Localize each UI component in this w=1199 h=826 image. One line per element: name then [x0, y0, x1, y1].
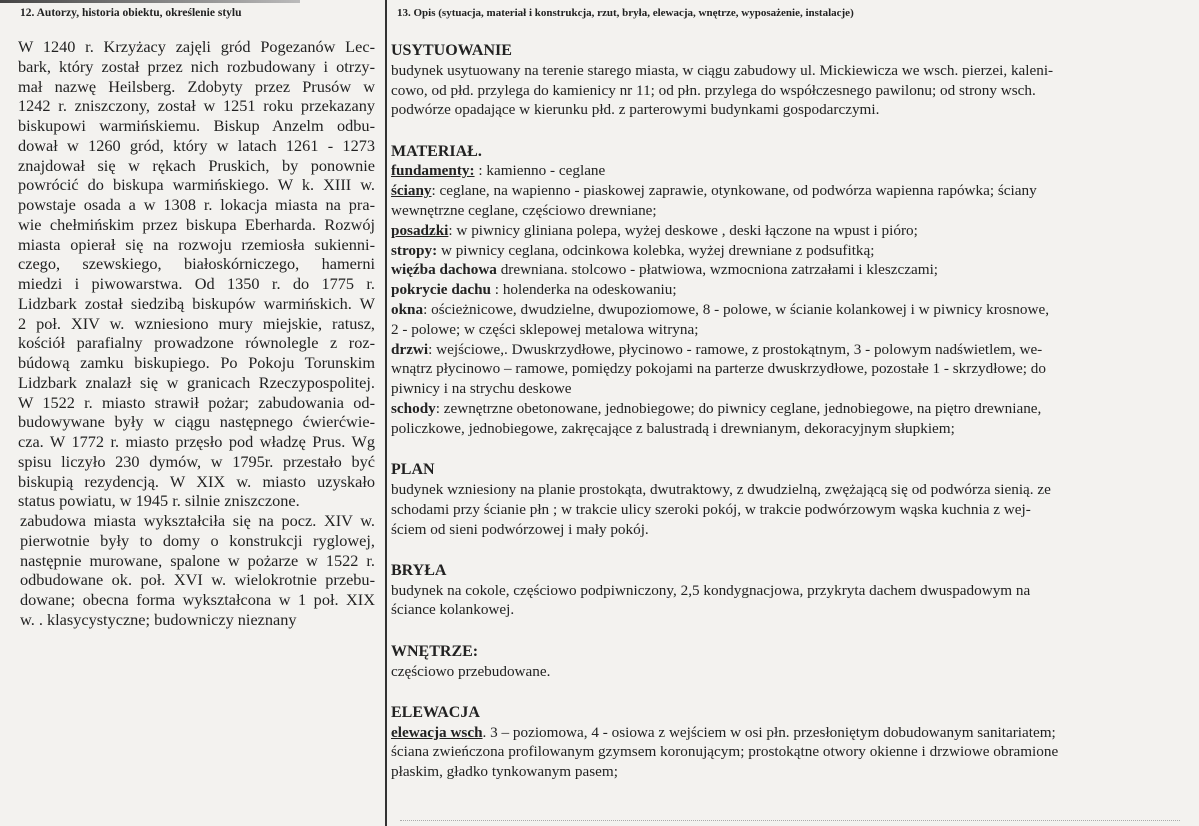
- scan-edge-shadow: [0, 0, 300, 3]
- description-line: [391, 260, 1181, 280]
- description-line: [391, 762, 1181, 782]
- history-text-line: odbudowane ok. poł. XVI w. wielokrotnie przebu-: [20, 570, 375, 590]
- field-value: : wejściowe,. Dwuskrzydłowe, płycinowo - ramowe, z prostokątnym, 3 - polowym nadświetlem, we-: [428, 340, 1043, 358]
- description-line: [391, 201, 1181, 221]
- description-line: [391, 662, 1181, 682]
- description-line: [391, 280, 1181, 300]
- field-value: : kamienno - ceglane: [474, 162, 606, 180]
- history-text-line: búdową zamku biskupiego. Po Pokoju Torunskim: [18, 353, 375, 372]
- field-value: . 3 – poziomowa, 4 - osiowa z wejściem w osi płn. przesłoniętym dobudowanym sanitariatem;: [482, 723, 1056, 741]
- section-heading: MATERIAŁ.: [391, 142, 482, 160]
- history-text-line: powstaje osada a w 1308 r. lokacja miasta na pra-: [18, 195, 375, 214]
- description-text-column: [391, 41, 1181, 782]
- description-line: [391, 742, 1181, 762]
- history-text-line: czego, szewskiego, białoskórniczego, hamerni: [18, 254, 375, 274]
- history-text-line: znajdował się w rękach Pruskich, by ponownie: [18, 155, 375, 175]
- section-gap: [391, 620, 1181, 642]
- section-heading: USYTUOWANIE: [391, 42, 512, 59]
- history-text-line: dował w 1260 gród, który w latach 1261 - 1273: [18, 135, 375, 155]
- description-line: [391, 61, 1181, 81]
- field-value: ściem od sieni podwórzowej i mały pokój.: [391, 520, 649, 538]
- field-label: więźba dachowa: [391, 261, 497, 279]
- field-value: policzkowe, jednobiegowe, zakręcające z balustradą i drewnianym, dekoracyjnym słupkiem;: [391, 419, 955, 437]
- description-line: [391, 419, 1181, 439]
- field-value: 2 - polowe; w części sklepowej metalowa witryna;: [391, 320, 699, 338]
- description-line: [391, 581, 1181, 601]
- field-label: okna: [391, 301, 424, 319]
- field-label: ściany: [391, 182, 432, 200]
- history-text-line: mał nazwę Heilsberg. Zdobyty przez Prusów w: [18, 76, 375, 96]
- description-line: [391, 480, 1181, 500]
- history-text-column: [18, 37, 375, 630]
- field-value: : holenderka na odeskowaniu;: [491, 281, 677, 299]
- description-line: [391, 320, 1181, 340]
- history-text-line: miasta opierał się na rozwoju rzemiosła sukienni-: [18, 234, 375, 254]
- field-label: posadzki: [391, 221, 449, 239]
- field-value: częściowo przebudowane.: [391, 662, 551, 680]
- history-text-line: wie chełmińskim przez biskupa Eberharda. Rozwój: [18, 214, 375, 234]
- field-value: : w piwnicy gliniana polepa, wyżej deskowe , deski łączone na wpust i pióro;: [448, 221, 918, 239]
- field-value: wewnętrzne ceglane, częściowo drewniane;: [391, 202, 657, 220]
- history-text-line: W 1522 r. miasto strawił pożar; zabudowania od-: [18, 392, 375, 412]
- field-label: pokrycie dachu: [391, 281, 491, 299]
- column-divider: [385, 0, 387, 826]
- description-line: [391, 81, 1181, 101]
- history-text-line: dowane; obecna forma wykształcona w 1 poł. XIX: [20, 590, 375, 609]
- field-value: budynek wzniesiony na planie prostokąta, dwutraktowy, z dwudzielną, zwężającą się od podwórza sienią. ze: [391, 480, 1051, 498]
- history-text-line: Lidzbark znalazł się w granicach Rzeczypospolitej.: [18, 372, 375, 392]
- field-label: elewacja wsch: [391, 723, 483, 741]
- description-line: [391, 100, 1181, 120]
- description-line: [391, 161, 1181, 181]
- bottom-dotted-line: [400, 820, 1180, 822]
- section-gap: [391, 439, 1181, 461]
- history-text-line: biskupią rezydencją. W XIX w. miasto uzyskało: [18, 471, 375, 491]
- field-value: podwórze opadające w kierunku płd. z parterowymi budynkami gospodarczymi.: [391, 101, 880, 119]
- field-label: stropy:: [391, 241, 438, 259]
- history-text-line: w. . klasycystyczne; budowniczy nieznany: [20, 609, 297, 629]
- history-text-line: W 1240 r. Krzyżacy zajęli gród Pogezanów Lec-: [18, 37, 375, 56]
- section-13-header: 13. Opis (sytuacja, materiał i konstrukcja, rzut, bryła, elewacja, wnętrze, wyposażenie, instalacje): [397, 7, 854, 19]
- history-text-line: Lidzbark został siedzibą biskupów warmińskich. W: [18, 293, 375, 313]
- section-gap: [391, 120, 1181, 142]
- description-line: [391, 723, 1181, 743]
- section-12-header: 12. Autorzy, historia obiektu, określenie stylu: [20, 7, 242, 19]
- history-text-line: 1242 r. zniszczony, został w 1251 roku przekazany: [18, 96, 375, 116]
- section-gap: [391, 539, 1181, 561]
- history-text-line: miedzi i piwowarstwa. Od 1350 r. do 1775 r.: [18, 274, 375, 293]
- history-text-line: 2 poł. XIV w. wzniesiono mury miejskie, ratusz,: [18, 313, 375, 333]
- field-value: drewniana. stolcowo - płatwiowa, wzmocniona zatrzałami i kleszczami;: [496, 261, 939, 279]
- field-value: budynek na cokole, częściowo podpiwniczony, 2,5 kondygnacjowa, przykryta dachem dwuspadowym na: [391, 581, 1031, 599]
- section-heading: PLAN: [391, 461, 435, 479]
- description-line: [391, 181, 1181, 201]
- field-label: drzwi: [391, 340, 429, 358]
- description-line: [391, 600, 1181, 620]
- description-line: [391, 340, 1181, 360]
- description-line: [391, 379, 1181, 399]
- history-text-line: bark, który został przez nich rozbudowany i otrzy-: [18, 56, 375, 76]
- history-text-line: biskupowi warmińskiemu. Biskup Anzelm odbu-: [18, 116, 375, 135]
- field-value: : ceglane, na wapienno - piaskowej zaprawie, otynkowane, od podwórza wapienna rapówka; ściany: [431, 182, 1037, 200]
- description-line: [391, 221, 1181, 241]
- field-value: w piwnicy ceglana, odcinkowa kolebka, wyżej drewniane z podsufitką;: [437, 241, 875, 259]
- field-value: : zewnętrzne obetonowane, jednobiegowe; do piwnicy ceglane, jednobiegowe, na piętro drewniane,: [435, 400, 1042, 418]
- history-text-line: zabudowa miasta wykształciła się na pocz. XIV w.: [20, 511, 375, 530]
- field-value: ściance kolankowej.: [391, 601, 515, 619]
- description-line: [391, 520, 1181, 540]
- field-value: : ościeżnicowe, dwudzielne, dwupoziomowe, 8 - polowe, w ścianie kolankowej i w piwnicy krosnowe,: [423, 301, 1049, 319]
- field-value: piwnicy i na strychu deskowe: [391, 380, 572, 398]
- field-value: wnątrz płycinowo – ramowe, pomiędzy pokojami na parterze dwuskrzydłowe, pozostałe 1 - skrzydłowe; do: [391, 360, 1046, 378]
- section-heading: BRYŁA: [391, 561, 447, 579]
- history-text-line: budowywane były w ciągu następnego ćwierćwie-: [18, 412, 375, 432]
- history-text-line: status powiatu, w 1945 r. silnie zniszczone.: [18, 491, 300, 511]
- history-text-line: następnie murowane, spalone w pożarze w 1522 r.: [20, 550, 375, 570]
- history-text-line: pierwotnie były to domy o konstrukcji ryglowej,: [20, 530, 375, 550]
- section-heading: WNĘTRZE:: [391, 642, 479, 660]
- field-label: schody: [391, 400, 436, 418]
- field-value: schodami przy ścianie płn ; w trakcie ulicy szeroki pokój, w trakcie podwórzowym wąska kuchnia z wej-: [391, 500, 1031, 518]
- field-value: ściana zwieńczona profilowanym gzymsem koronującym; prostokątne otwory okienne i drzwiowe obramione: [391, 743, 1059, 761]
- history-text-line: kościół parafialny prowadzone równolegle z roz-: [18, 333, 375, 353]
- section-heading: ELEWACJA: [391, 703, 480, 721]
- field-value: cowo, od płd. przylega do kamienicy nr 11; od płn. przylega do współczesnego pawilonu; od strony wsch.: [391, 81, 1036, 99]
- history-text-line: spisu liczyło 230 dymów, w 1795r. przestało być: [18, 451, 375, 471]
- description-line: [391, 359, 1181, 379]
- history-text-line: cza. W 1772 r. miasto przęsło pod władzę Prus. Wg: [18, 432, 375, 451]
- description-line: [391, 241, 1181, 261]
- section-gap: [391, 681, 1181, 703]
- description-line: [391, 300, 1181, 320]
- history-text-line: powrócić do biskupa warmińskiego. W k. XIII w.: [18, 175, 375, 195]
- field-value: budynek usytuowany na terenie starego miasta, w ciągu zabudowy ul. Mickiewicza we wsch. pierzei, kaleni-: [391, 61, 1054, 79]
- description-line: [391, 500, 1181, 520]
- field-value: płaskim, gładko tynkowanym pasem;: [391, 763, 618, 781]
- field-label: fundamenty:: [391, 162, 475, 180]
- description-line: [391, 399, 1181, 419]
